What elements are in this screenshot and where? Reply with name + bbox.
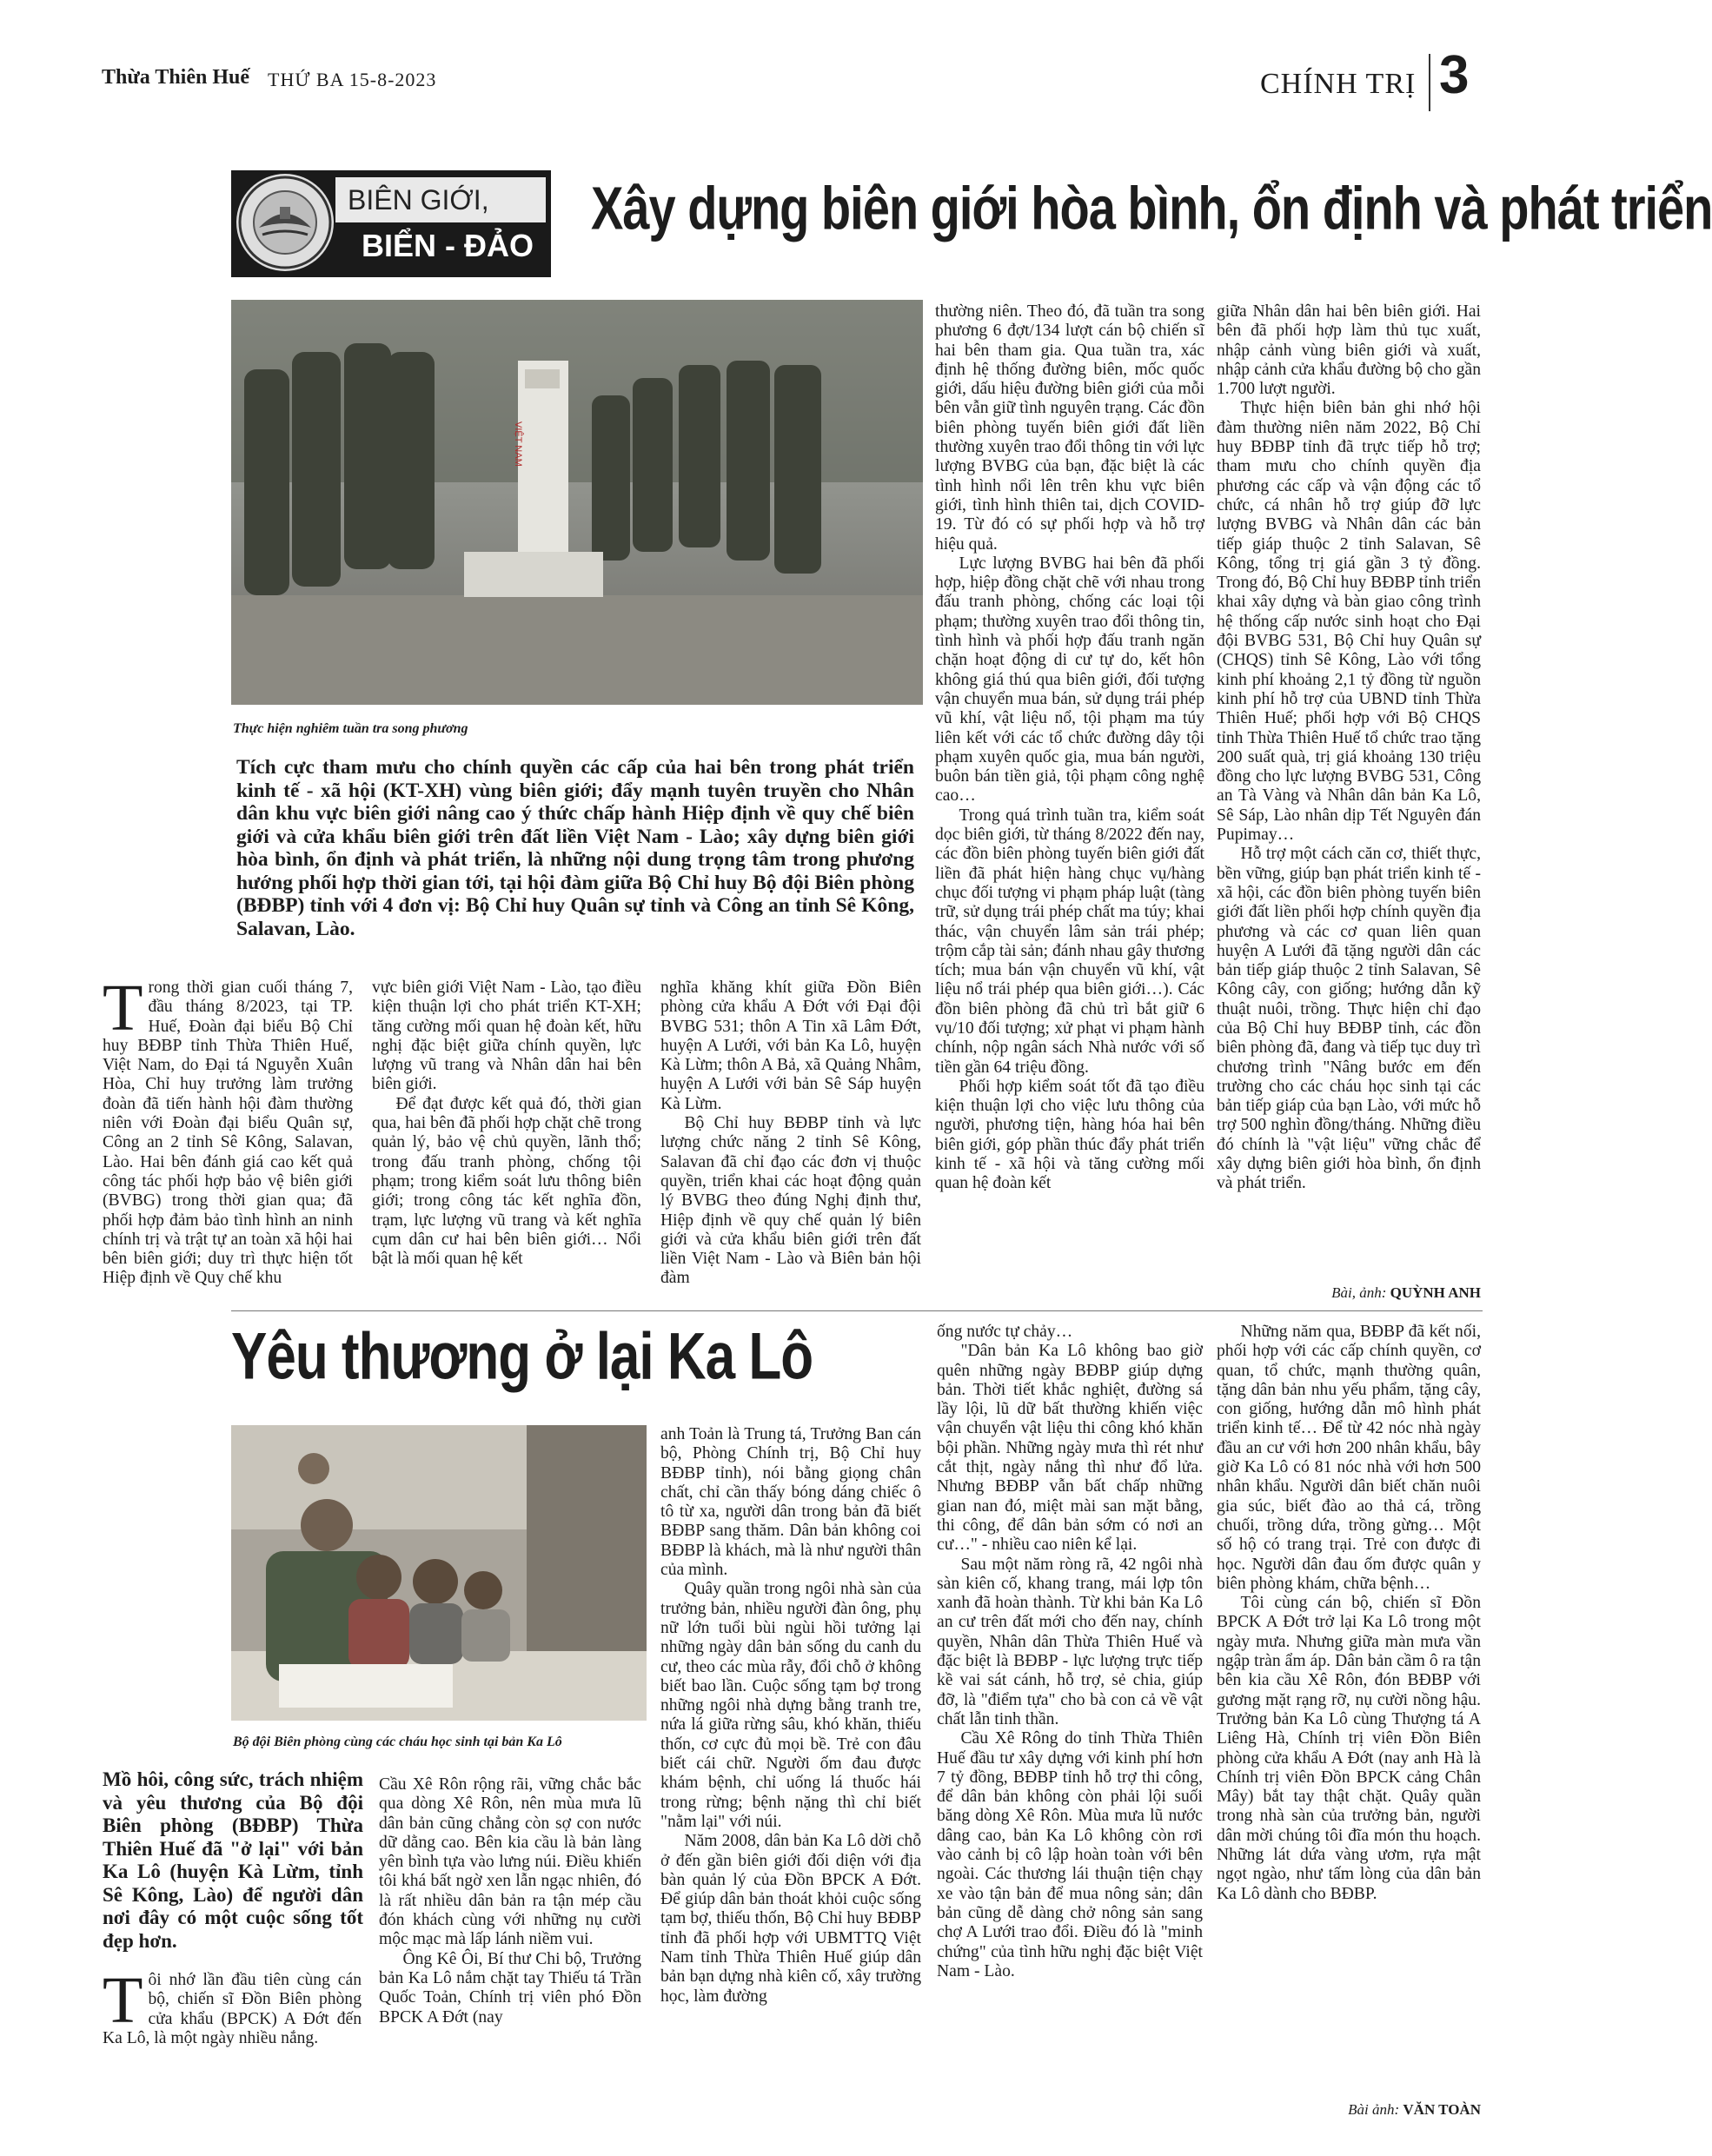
article1-photo-caption: Thực hiện nghiêm tuần tra song phương (233, 721, 468, 736)
article1-col2-p1: vực biên giới Việt Nam - Lào, tạo điều kiện thuận lợi cho phát triển KT-XH; tăng cường mối quan hệ đoàn kết, hữu nghị đặc biệt giữa chính quyền, lực lượng vũ trang và Nhân dân hai bên biên giới. (372, 978, 641, 1094)
article2-col5-p2: Tôi cùng cán bộ, chiến sĩ Đồn BPCK A Đớt trở lại Ka Lô trong một ngày mưa. Nhưng giữa màn mưa vần ngập tràn ẩm áp. Dân bản cầm ô ra tận bên kia cầu Xê Rôn, đón BĐBP với gương mặt rạng rỡ, nụ cười nồng hậu. Trưởng bản Ka Lô cùng Thượng tá A Liêng Hà, Chính trị viên Đồn Biên phòng cửa khẩu A Đớt (nay anh Hà là Chính trị viên Đồn BPCK cảng Chân Mây) bắt tay thật chặt. Quây quần trong nhà sàn của trưởng bản, người dân mời chúng tôi đĩa món thu hoạch. Những lát dứa vàng ươm, rựa mật ngọt ngào, như tấm lòng của dân bản Ka Lô dành cho BĐBP. (1217, 1594, 1481, 1903)
page-number: 3 (1439, 45, 1470, 105)
article2-byline-label: Bài ảnh: (1348, 2101, 1400, 2118)
article1-column-4 (935, 302, 1204, 1194)
article2-byline-name: VĂN TOÀN (1403, 2101, 1481, 2118)
article2-col3-p3: Năm 2008, dân bản Ka Lô dời chỗ ở đến gần biên giới đối diện với địa bàn quản lý của Đồn BPCK A Đớt. Để giúp dân bản thoát khỏi cuộc sống tạm bợ, thiếu thốn, Bộ Chỉ huy BĐBP tỉnh đã phối hợp với UBMTTQ Việt Nam tỉnh Thừa Thiên Huế giúp dân bản bạn dựng nhà kiên cố, xây trường học, làm đường (660, 1832, 921, 2006)
article2-title: Yêu thương ở lại Ka Lô (231, 1320, 813, 1394)
article2-col4-p1: ống nước tự chảy… (937, 1323, 1073, 1341)
classroom-photo-image (231, 1425, 647, 1721)
article2-col3-p2: Quây quần trong ngôi nhà sàn của trưởng bản, nhiều người đàn ông, phụ nữ lớn tuổi bùi ngùi hồi tưởng lại những ngày dân bản sống du canh du cư, theo các mùa rẫy, đổi chỗ ở không biết bao lần. Cuộc sống tạm bợ trong những ngôi nhà dựng bằng tranh tre, nứa lá giữa rừng sâu, khó khăn, thiếu thốn, cơ cực đủ mọi bề. Trẻ con đâu biết cái chữ. Người ốm đau được khám bệnh, chỉ uống lá thuốc hái trong rừng; bệnh nặng thì chỉ biết "nằm lại" với núi. (660, 1580, 921, 1831)
article1-dropcap: T (103, 972, 143, 1045)
article2-photo (231, 1425, 647, 1721)
article1-col1-text: rong thời gian cuối tháng 7, đầu tháng 8/2023, tại TP. Huế, Đoàn đại biểu Bộ Chỉ huy BĐBP tỉnh Thừa Thiên Huế, Việt Nam, do Đại tá Nguyễn Xuân Hòa, Chỉ huy trưởng làm trưởng đoàn đã tiến hành hội đàm thường niên với Đoàn đại biểu Quân sự, Công an 2 tỉnh Sê Kông, Salavan, Lào. Hai bên đánh giá cao kết quả công tác phối hợp bảo vệ biên giới (BVBG) trong thời gian qua; đã phối hợp đảm bảo tình hình an ninh chính trị và trật tự an toàn xã hội hai bên biên giới; duy trì thực hiện tốt Hiệp định về Quy chế khu (103, 978, 353, 1288)
article1-col5-p1: giữa Nhân dân hai bên biên giới. Hai bên đã phối hợp làm thủ tục xuất, nhập cảnh vùng biên giới và xuất, nhập cảnh cửa khẩu đường bộ cho gần 1.700 lượt người. (1217, 302, 1481, 399)
article2-col1-text: ôi nhớ lần đầu tiên cùng cán bộ, chiến sĩ Đồn Biên phòng cửa khẩu (BPCK) A Đớt đến Ka Lô, là một ngày nhiều nắng. (103, 1971, 362, 2047)
article1-lead: Tích cực tham mưu cho chính quyền các cấp của hai bên trong phát triển kinh tế - xã hội (KT-XH) vùng biên giới; đẩy mạnh tuyên truyền cho Nhân dân khu vực biên giới nâng cao ý thức chấp hành Hiệp định về quy chế biên giới và cửa khẩu biên giới trên đất liền Việt Nam - Lào; xây dựng biên giới hòa bình, ổn định và phát triển, là những nội dung trọng tâm trong phương hướng phối hợp thời gian tới, tại hội đàm giữa Bộ Chỉ huy Bộ đội Biên phòng (BĐBP) tỉnh với 4 đơn vị: Bộ Chỉ huy Quân sự tỉnh và Công an tỉnh Sê Kông, Salavan, Lào. (236, 756, 914, 940)
section-rubric (231, 170, 551, 277)
article1-col2-p2: Để đạt được kết quả đó, thời gian qua, hai bên đã phối hợp chặt chẽ trong quản lý, bảo vệ chủ quyền, lãnh thổ; trong đấu tranh phòng, chống tội phạm; trong kiểm soát lưu thông biên giới; trong công tác kết nghĩa đồn, trạm, lực lượng vũ trang và kết nghĩa cụm dân cư hai bên biên giới… Nổi bật là mối quan hệ kết (372, 1094, 641, 1269)
article1-column-1 (103, 972, 353, 1289)
article2-column-5 (1217, 1323, 1481, 1904)
article2-col5-p1: Những năm qua, BĐBP đã kết nối, phối hợp với các cấp chính quyền, cơ quan, tổ chức, mạnh thường quân, tặng dân bản nhu yếu phẩm, tặng cây, con giống, hướng dẫn mô hình phát triển kinh tế… Để từ 42 nóc nhà ngày đầu an cư với hơn 200 nhân khẩu, bây giờ Ka Lô có 81 nóc nhà với hơn 500 nhân khẩu. Người dân biết chăn nuôi gia súc, biết đào ao thả cá, trồng chuối, trồng dứa, trồng gừng… Một số hộ có trang trại. Trẻ con được đi học. Người dân đau ốm được quân y biên phòng khám, chữa bệnh… (1217, 1323, 1481, 1593)
article1-photo (231, 300, 923, 705)
article2-photo-caption: Bộ đội Biên phòng cùng các cháu học sinh tại bản Ka Lô (233, 1735, 562, 1749)
article1-byline-name: QUỲNH ANH (1390, 1284, 1481, 1301)
article2-column-4 (937, 1323, 1203, 1981)
article1-title: Xây dựng biên giới hòa bình, ổn định và phát triển (591, 173, 1712, 242)
article2-col2-p1: Cầu Xê Rôn rộng rãi, vững chắc bắc qua dòng Xê Rôn, nên mùa mưa lũ dân bản cũng chẳng còn sợ con nước dữ dằng cao. Bên kia cầu là bản làng yên bình tựa vào lưng núi. Điều khiến tôi khá bất ngờ xen lẫn ngạc nhiên, đó là rất nhiều dân bản ra tận mép cầu đón khách cùng với những nụ cười mộc mạc mà lấp lánh niềm vui. (379, 1775, 641, 1949)
article2-col3-p1: anh Toản là Trung tá, Trưởng Ban cán bộ, Phòng Chính trị, Bộ Chỉ huy BĐBP tỉnh), nói bằng giọng chân chất, chỉ cần thấy bóng dáng chiếc ô tô từ xa, người dân trong bản đã biết BĐBP sang thăm. Dân bản không coi BĐBP là khách, mà là như người thân của mình. (660, 1425, 921, 1580)
article2-column-3 (660, 1425, 921, 2007)
article1-col3-p2: Bộ Chỉ huy BĐBP tỉnh và lực lượng chức năng 2 tỉnh Sê Kông, Salavan đã chỉ đạo các đơn vị thuộc quyền, triển khai các hoạt động quản lý BVBG theo đúng Nghị định thư, Hiệp định về quy chế quản lý biên giới và cửa khẩu biên giới trên đất liền Việt Nam - Lào và Biên bản hội đàm (660, 1114, 921, 1288)
article2-col4-p3: Sau một năm ròng rã, 42 ngôi nhà sàn kiên cố, khang trang, mái lợp tôn xanh đã hoàn thành. Từ khi bản Ka Lô an cư trên đất mới cho đến nay, chính quyền, Nhân dân Thừa Thiên Huế và đặc biệt là BĐBP - lực lượng trực tiếp kề vai sát cánh, hỗ trợ, sẻ chia, giúp đỡ, là "điểm tựa" cho bà con cả về vật chất lẫn tinh thần. (937, 1555, 1203, 1728)
article1-col3-p1: nghĩa khăng khít giữa Đồn Biên phòng cửa khẩu A Đớt với Đại đội BVBG 531; thôn A Tin xã Lâm Đớt, huyện A Lưới, với bản Ka Lô, huyện Kà Lừm; thôn A Bả, xã Quảng Nhâm, huyện A Lưới với bản Sê Sáp huyện Kà Lừm. (660, 978, 921, 1113)
emblem-icon (236, 174, 334, 271)
newspaper-name: Thừa Thiên Huế (102, 66, 250, 89)
article2-column-1 (103, 1964, 362, 2048)
border-marker-text: VIỆT NAM (513, 421, 523, 467)
article2-dropcap: T (103, 1964, 143, 2037)
section-name: CHÍNH TRỊ (1260, 68, 1417, 100)
article1-col4-p4: Phối hợp kiểm soát tốt đã tạo điều kiện thuận lợi cho việc lưu thông của người, phương tiện, hàng hóa hai bên biên giới, góp phần thúc đẩy phát triển kinh tế - xã hội và tăng cường mối quan hệ đoàn kết (935, 1077, 1204, 1193)
article1-column-3 (660, 978, 921, 1289)
article1-col4-p1: thường niên. Theo đó, đã tuần tra song phương 6 đợt/134 lượt cán bộ chiến sĩ hai bên tham gia. Qua tuần tra, xác định hệ thống đường biên, mốc quốc giới, dấu hiệu đường biên giới của mỗi bên vẫn giữ tình nguyên trạng. Các đồn biên phòng tuyến biên giới đất liền thường xuyên trao đổi thông tin với lực lượng BVBG của bạn, đặc biệt là các tình hình nổi lên trên khu vực biên giới, tình hình thiên tai, dịch COVID-19. Từ đó có sự phối hợp và hỗ trợ hiệu quả. (935, 302, 1204, 554)
article2-col4-p4: Cầu Xê Rông do tỉnh Thừa Thiên Huế đầu tư xây dựng với kinh phí hơn 7 tỷ đồng, BĐBP tỉnh hỗ trợ thi công, để dân bản không còn phải lội suối băng dòng Xê Rôn. Mùa mưa lũ nước dâng cao, bản Ka Lô không còn rơi vào cảnh bị cô lập hoàn toàn với bên ngoài. Các thương lái thuận tiện chạy xe vào tận bản để mua nông sản; dân bản cũng dễ dàng chở nông sản sang chợ A Lưới trao đổi. Điều đó là "minh chứng" của tình hữu nghị đặc biệt Việt Nam - Lào. (937, 1729, 1203, 1980)
article2-lead: Mồ hôi, công sức, trách nhiệm và yêu thương của Bộ đội Biên phòng (BĐBP) Thừa Thiên Huế đã "ở lại" với bản Ka Lô (huyện Kà Lừm, tỉnh Sê Kông, Lào) để người dân nơi đây có một cuộc sống tốt đẹp hơn. (103, 1768, 363, 1952)
article1-col4-p2: Lực lượng BVBG hai bên đã phối hợp, hiệp đồng chặt chẽ với nhau trong đấu tranh phòng, chống các loại tội phạm; thường xuyên trao đổi thông tin, tình hình và phối hợp đấu tranh ngăn chặn hoạt động di cư tự do, kết hôn không giá thú qua biên giới, đối tượng vận chuyển mua bán, sử dụng trái phép vũ khí, vật liệu nổ, tội phạm ma túy liên kết với các tổ chức đường dây tội phạm xuyên quốc gia, mua bán người, buôn bán tiền giả, tội phạm công nghệ cao… (935, 554, 1204, 806)
patrol-photo-image (231, 300, 923, 705)
article1-col5-p3: Hỗ trợ một cách căn cơ, thiết thực, bền vững, giúp bạn phát triển kinh tế - xã hội, các đồn biên phòng tuyến biên giới đất liền phối hợp chính quyền địa phương và các cơ quan liên quan huyện A Lưới đã tặng người dân các bản tiếp giáp thuộc 2 tỉnh Salavan, Sê Kông cây, con giống; hướng dẫn kỹ thuật nuôi, trồng. Thực hiện chỉ đạo của Bộ Chỉ huy BĐBP tỉnh, các đồn biên phòng đã, đang và tiếp tục duy trì chương trình "Nâng bước em đến trường cho các cháu học sinh tại các bản tiếp giáp của bạn Lào, với mức hỗ trợ 500 nghìn đồng/tháng. Những điều đó chính là "vật liệu" vững chắc để xây dựng biên giới hòa bình, ổn định và phát triển. (1217, 845, 1481, 1193)
article1-col4-p3: Trong quá trình tuần tra, kiểm soát dọc biên giới, từ tháng 8/2022 đến nay, các đồn biên phòng tuyến biên giới đất liền đã phát hiện hàng chục vụ/hàng chục đối tượng vi phạm pháp luật (tàng trữ, sử dụng trái phép chất ma túy; khai thác, vận chuyển lâm sản trái phép; trộm cắp tài sản; đánh nhau gây thương tích; mua bán vận chuyển vũ khí, vật liệu nổ trái phép qua biên giới…). Các đồn biên phòng đã chủ trì bắt giữ 6 vụ/10 đối tượng; xử phạt vi phạm hành chính, nộp ngân sách Nhà nước với số tiền gần 64 triệu đồng. (935, 806, 1204, 1077)
rubric-line2: BIỂN - ĐẢO (362, 228, 534, 263)
article1-byline (1217, 1284, 1481, 1302)
header-divider-vertical (1429, 54, 1430, 111)
article1-byline-label: Bài, ảnh: (1331, 1284, 1387, 1301)
article2-col4-p2: "Dân bản Ka Lô không bao giờ quên những ngày BĐBP giúp dựng bản. Thời tiết khắc nghiệt, đường sá lầy lội, lũ dữ bất thường khiến việc vận chuyển vật liệu thi công khó khăn bội phần. Những ngày mưa thì rét như cắt thịt, ngày nắng thì như đổ lửa. Nhưng BĐBP vẫn bất chấp những gian nan đó, miệt mài san mặt bằng, thi công, để dân bản sớm có nơi an cư…" - nhiều cao niên kể lại. (937, 1342, 1203, 1555)
issue-date: THỨ BA 15-8-2023 (268, 69, 437, 90)
article1-col5-p2: Thực hiện biên bản ghi nhớ hội đàm thường niên năm 2022, Bộ Chỉ huy BĐBP tỉnh đã trực tiếp hỗ trợ; tham mưu cho chính quyền địa phương các cấp và vận động các tổ chức, cá nhân hỗ trợ giúp đỡ lực lượng BVBG và Nhân dân các bản tiếp giáp thuộc 2 tỉnh Salavan, Sê Kông, tổng trị giá gần 3 tỷ đồng. Trong đó, Bộ Chỉ huy BĐBP tỉnh triển khai xây dựng và bàn giao công trình hệ thống cấp nước sinh hoạt cho Đại đội BVBG 531, Bộ Chỉ huy Quân sự (CHQS) tỉnh Sê Kông, Lào với tổng kinh phí khoảng 2,1 tỷ đồng từ nguồn kinh phí hỗ trợ của UBND tỉnh Thừa Thiên Huế; phối hợp với Bộ CHQS tỉnh Thừa Thiên Huế tổ chức trao tặng 200 suất quà, trị giá khoảng 130 triệu đồng cho lực lượng BVBG 531, Công an Tà Vàng và Nhân dân bản Ka Lô, Sê Sáp, Lào nhân dịp Tết Nguyên đán Pupimay… (1217, 399, 1481, 845)
article2-column-2 (379, 1775, 641, 2027)
rubric-line1: BIÊN GIỚI, (348, 184, 489, 216)
article-separator (231, 1310, 1483, 1311)
border-guard-emblem (236, 174, 334, 271)
article2-byline (1217, 2101, 1481, 2119)
article2-col2-p2: Ông Kê Ôi, Bí thư Chi bộ, Trưởng bản Ka Lô nắm chặt tay Thiếu tá Trần Quốc Toản, Chính trị viên phó Đồn BPCK A Đớt (nay (379, 1949, 641, 2027)
article1-column-5 (1217, 302, 1481, 1194)
article1-column-2 (372, 978, 641, 1269)
